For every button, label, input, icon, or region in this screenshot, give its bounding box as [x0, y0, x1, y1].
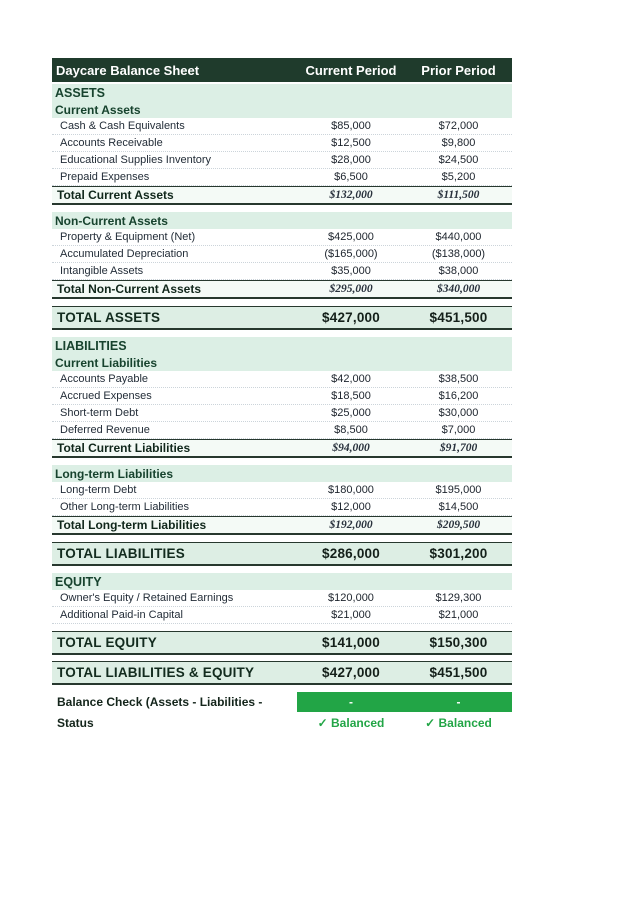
current-period-value: $295,000	[329, 283, 373, 295]
current-period-value: $192,000	[329, 519, 373, 531]
current-period-value: $132,000	[329, 189, 373, 201]
prior-period-value: $440,000	[435, 231, 482, 243]
current-period-value: $6,500	[334, 171, 368, 183]
row-label: Accounts Receivable	[60, 137, 163, 149]
total-assets-row	[52, 306, 512, 330]
table-row	[52, 246, 512, 263]
section-header-non-current-assets: Non-Current Assets	[52, 212, 512, 229]
section-header-current-liabilities: Current Liabilities	[52, 354, 512, 371]
prior-period-value: $209,500	[436, 519, 481, 531]
prior-period-value: $340,000	[436, 283, 481, 295]
prior-period-value: $91,700	[439, 442, 478, 454]
prior-period-value: $7,000	[441, 424, 476, 436]
page-title: Daycare Balance Sheet	[56, 62, 200, 78]
table-row	[52, 135, 512, 152]
current-period-value: $120,000	[328, 592, 374, 604]
prior-period-value: $30,000	[438, 407, 479, 419]
current-period-value: $141,000	[322, 635, 380, 650]
row-label: Accumulated Depreciation	[60, 248, 189, 260]
column-header-prior-period: Prior Period	[421, 62, 496, 78]
prior-period-value: ($138,000)	[431, 248, 486, 260]
table-row	[52, 422, 512, 439]
prior-period-value: $129,300	[435, 592, 482, 604]
balance-check-cell-prior: -	[405, 692, 512, 712]
table-row	[52, 371, 512, 388]
prior-period-value: $16,200	[438, 390, 479, 402]
prior-period-value: $451,500	[429, 310, 488, 325]
table-row	[52, 263, 512, 280]
current-period-value: $21,000	[331, 609, 371, 621]
status-label: Status	[57, 715, 94, 730]
subtotal-row-total-non-current-assets	[52, 280, 512, 299]
table-row	[52, 607, 512, 624]
prior-period-value: $72,000	[438, 120, 479, 132]
prior-period-value: $24,500	[438, 154, 479, 166]
prior-period-value: $150,300	[429, 635, 488, 650]
row-label: Intangible Assets	[60, 265, 144, 277]
row-label: Short-term Debt	[60, 407, 139, 419]
section-header-current-assets: Current Assets	[52, 101, 512, 118]
row-label: Prepaid Expenses	[60, 171, 150, 183]
prior-period-value: $451,500	[429, 665, 488, 680]
row-label: Other Long-term Liabilities	[60, 501, 190, 513]
row-label: Owner's Equity / Retained Earnings	[60, 592, 234, 604]
current-period-value: $427,000	[322, 665, 380, 680]
prior-period-value: $21,000	[438, 609, 479, 621]
subtotal-row-total-long-term-liabilities	[52, 516, 512, 535]
current-period-value: $180,000	[328, 484, 374, 496]
column-header-current-period: Current Period	[305, 62, 397, 78]
total-equity-row	[52, 631, 512, 655]
total-liabilities-and-equity-row	[52, 661, 512, 685]
table-row	[52, 169, 512, 186]
current-period-value: $18,500	[331, 390, 371, 402]
current-period-value: $42,000	[331, 373, 371, 385]
status-balanced-prior: ✓ Balanced	[425, 715, 492, 730]
row-label: Accounts Payable	[60, 373, 149, 385]
table-row	[52, 590, 512, 607]
grand-total-label: TOTAL ASSETS	[57, 310, 161, 325]
balance-check-row	[52, 692, 512, 712]
subtotal-label: Total Current Liabilities	[57, 441, 191, 455]
row-label: Long-term Debt	[60, 484, 137, 496]
total-liabilities-row	[52, 542, 512, 566]
status-balanced-current: ✓ Balanced	[317, 715, 385, 730]
balance-check-cell-current: -	[297, 692, 405, 712]
section-header-liabilities: LIABILITIES	[52, 337, 512, 354]
table-row	[52, 482, 512, 499]
section-header-long-term-liabilities: Long-term Liabilities	[52, 465, 512, 482]
row-label: Accrued Expenses	[60, 390, 152, 402]
current-period-value: $12,500	[331, 137, 371, 149]
prior-period-value: $38,000	[438, 265, 479, 277]
row-label: Deferred Revenue	[60, 424, 150, 436]
table-row	[52, 152, 512, 169]
prior-period-value: $111,500	[437, 189, 480, 201]
row-label: Educational Supplies Inventory	[60, 154, 212, 166]
row-label: Additional Paid-in Capital	[60, 609, 183, 621]
section-header-assets: ASSETS	[52, 84, 512, 101]
current-period-value: ($165,000)	[324, 248, 378, 260]
current-period-value: $286,000	[322, 546, 380, 561]
current-period-value: $94,000	[332, 442, 370, 454]
table-row	[52, 229, 512, 246]
current-period-value: $25,000	[331, 407, 371, 419]
prior-period-value: $38,500	[438, 373, 479, 385]
table-row	[52, 499, 512, 516]
current-period-value: $427,000	[322, 310, 380, 325]
prior-period-value: $301,200	[429, 546, 488, 561]
grand-total-label: TOTAL LIABILITIES	[57, 546, 185, 561]
current-period-value: $425,000	[328, 231, 374, 243]
balance-sheet-table	[52, 58, 512, 731]
current-period-value: $8,500	[334, 424, 368, 436]
prior-period-value: $14,500	[438, 501, 479, 513]
row-label: Cash & Cash Equivalents	[60, 120, 185, 132]
current-period-value: $12,000	[331, 501, 371, 513]
table-row	[52, 118, 512, 135]
subtotal-label: Total Long-term Liabilities	[57, 518, 207, 532]
prior-period-value: $195,000	[435, 484, 482, 496]
table-header	[52, 58, 512, 82]
table-row	[52, 405, 512, 422]
prior-period-value: $9,800	[441, 137, 476, 149]
status-row	[52, 714, 512, 731]
current-period-value: $85,000	[331, 120, 371, 132]
grand-total-label: TOTAL LIABILITIES & EQUITY	[57, 665, 255, 680]
section-header-equity: EQUITY	[52, 573, 512, 590]
subtotal-label: Total Current Assets	[57, 188, 174, 202]
subtotal-label: Total Non-Current Assets	[57, 282, 202, 296]
table-row	[52, 388, 512, 405]
prior-period-value: $5,200	[441, 171, 476, 183]
subtotal-row-total-current-liabilities	[52, 439, 512, 458]
balance-check-label: Balance Check (Assets - Liabilities -	[57, 695, 263, 709]
current-period-value: $35,000	[331, 265, 371, 277]
grand-total-label: TOTAL EQUITY	[57, 635, 157, 650]
row-label: Property & Equipment (Net)	[60, 231, 196, 243]
subtotal-row-total-current-assets	[52, 186, 512, 205]
current-period-value: $28,000	[331, 154, 371, 166]
